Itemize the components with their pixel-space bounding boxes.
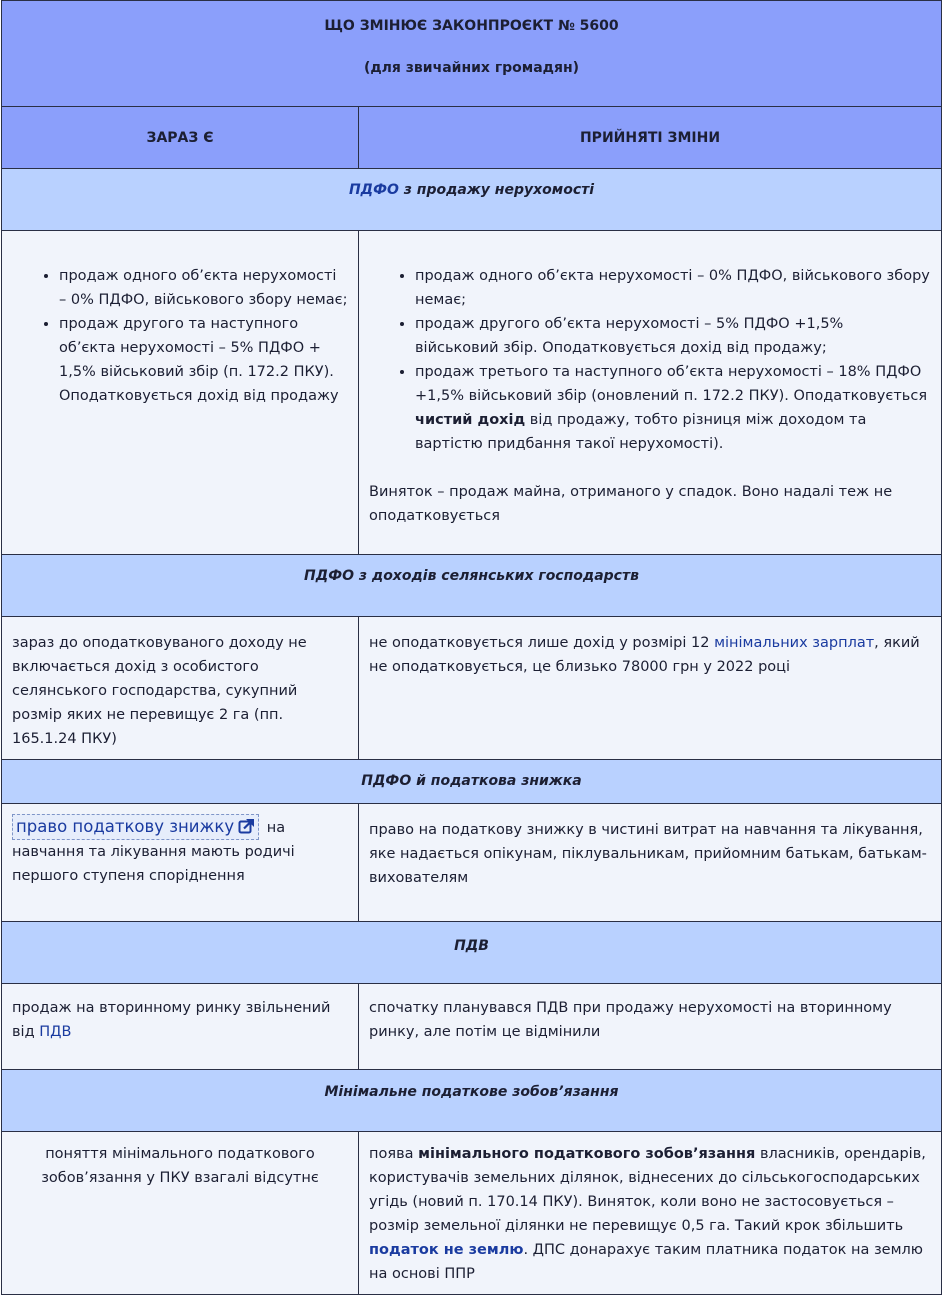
- cell-text: . ДПС донарахує таким платника податок на землю на основі ППР: [369, 1242, 923, 1282]
- cell-now-tax-deduction: [2, 804, 359, 922]
- section-row: [2, 760, 942, 804]
- cell-changes-min-tax: [359, 1132, 942, 1295]
- section-title-vat: ПДВ: [2, 922, 942, 984]
- cell-bold: мінімального податкового зобов’язання: [418, 1146, 756, 1162]
- table-row: [2, 984, 942, 1070]
- list-item: • продаж одного об’єкта нерухомості – 0% ПДФО, військового збору немає;: [415, 264, 931, 312]
- external-link-icon: [238, 818, 255, 834]
- item-text: продаж третього та наступного об’єкта нерухомості – 18% ПДФО +1,5% військовий збір (оновлений п. 172.2 ПКУ). Оподатковується: [415, 364, 928, 404]
- section-row: [2, 1070, 942, 1132]
- exception-note: Виняток – продаж майна, отриманого у спадок. Воно надалі теж не оподатковується: [369, 484, 893, 524]
- title-line2: (для звичайних громадян): [363, 60, 580, 76]
- min-wages-link[interactable]: мінімальних зарплат: [714, 635, 875, 651]
- comparison-table: [1, 0, 942, 1295]
- cell-changes-tax-deduction: право на податкову знижку в чистині витрат на навчання та лікування, яке надається опікунам, піклувальникам, прийомним батькам, батькам-вихователям: [359, 804, 942, 922]
- cell-text: на навчання та лікування мають родичі першого ступеня споріднення: [12, 820, 295, 884]
- table-row: [2, 1132, 942, 1295]
- table-title: [2, 1, 942, 107]
- table-row: [2, 617, 942, 760]
- section-row: [2, 169, 942, 231]
- now-list: [12, 264, 348, 408]
- list-item: • продаж другого та наступного об’єкта нерухомості – 5% ПДФО + 1,5% військовий збір (п. 172.2 ПКУ). Оподатковується дохід від продажу: [59, 312, 348, 408]
- column-header-row: [2, 107, 942, 169]
- table-row: [2, 804, 942, 922]
- item-bold: чистий дохід: [415, 412, 526, 428]
- section-row: [2, 922, 942, 984]
- cell-text: не оподатковується лише дохід у розмірі 12: [369, 635, 715, 651]
- title-row: [2, 1, 942, 107]
- tax-deduction-link[interactable]: [12, 814, 259, 840]
- cell-now-vat: [2, 984, 359, 1070]
- section-title-min-tax: Мінімальне податкове зобов’язання: [2, 1070, 942, 1132]
- cell-text: поява: [369, 1146, 419, 1162]
- cell-changes-farms: [359, 617, 942, 760]
- land-tax-link[interactable]: податок не землю: [369, 1242, 524, 1258]
- table-row: [2, 231, 942, 555]
- column-header-changes: ПРИЙНЯТІ ЗМІНИ: [359, 107, 942, 169]
- pdfo-link[interactable]: ПДФО: [348, 182, 399, 198]
- section-title-tax-deduction: ПДФО й податкова знижка: [2, 760, 942, 804]
- column-header-now: ЗАРАЗ Є: [2, 107, 359, 169]
- section-row: [2, 555, 942, 617]
- title-line1: ЩО ЗМІНЮЄ ЗАКОНПРОЄКТ № 5600: [324, 18, 619, 34]
- list-item: [415, 360, 931, 456]
- vat-link[interactable]: ПДВ: [39, 1024, 72, 1040]
- cell-now-real-estate: [2, 231, 359, 555]
- list-item: • продаж одного об’єкта нерухомості – 0% ПДФО, військового збору немає;: [59, 264, 348, 312]
- cell-changes-real-estate: [359, 231, 942, 555]
- section-title-farms: ПДФО з доходів селянських господарств: [2, 555, 942, 617]
- section-title-real-estate: [2, 169, 942, 231]
- changes-list: [369, 264, 931, 456]
- section-title-text: з продажу нерухомості: [398, 182, 595, 198]
- tax-deduction-link-label: право податкову знижку: [16, 817, 235, 836]
- cell-now-farms: зараз до оподатковуваного доходу не включається дохід з особистого селянського господарства, сукупний розмір яких не перевищує 2 га (пп. 165.1.24 ПКУ): [2, 617, 359, 760]
- cell-changes-vat: спочатку планувався ПДВ при продажу нерухомості на вторинному ринку, але потім це відмінили: [359, 984, 942, 1070]
- cell-text: продаж на вторинному ринку звільнений від: [12, 1000, 331, 1040]
- cell-text: власників, орендарів, користувачів земельних ділянок, віднесених до сільськогосподарських угідь (новий п. 170.14 ПКУ). Виняток, коли воно не застосовується – розмір земельної ділянки не перевищує 0,5 га. Такий крок збільшить: [369, 1146, 926, 1234]
- item-text: від продажу, тобто різниця між доходом та вартістю придбання такої нерухомості).: [415, 412, 867, 452]
- cell-now-min-tax: поняття мінімального податкового зобов’язання у ПКУ взагалі відсутнє: [2, 1132, 359, 1295]
- list-item: • продаж другого об’єкта нерухомості – 5% ПДФО +1,5% військовий збір. Оподатковується дохід від продажу;: [415, 312, 931, 360]
- cell-text: , який не оподатковується, це близько 78000 грн у 2022 році: [369, 635, 920, 675]
